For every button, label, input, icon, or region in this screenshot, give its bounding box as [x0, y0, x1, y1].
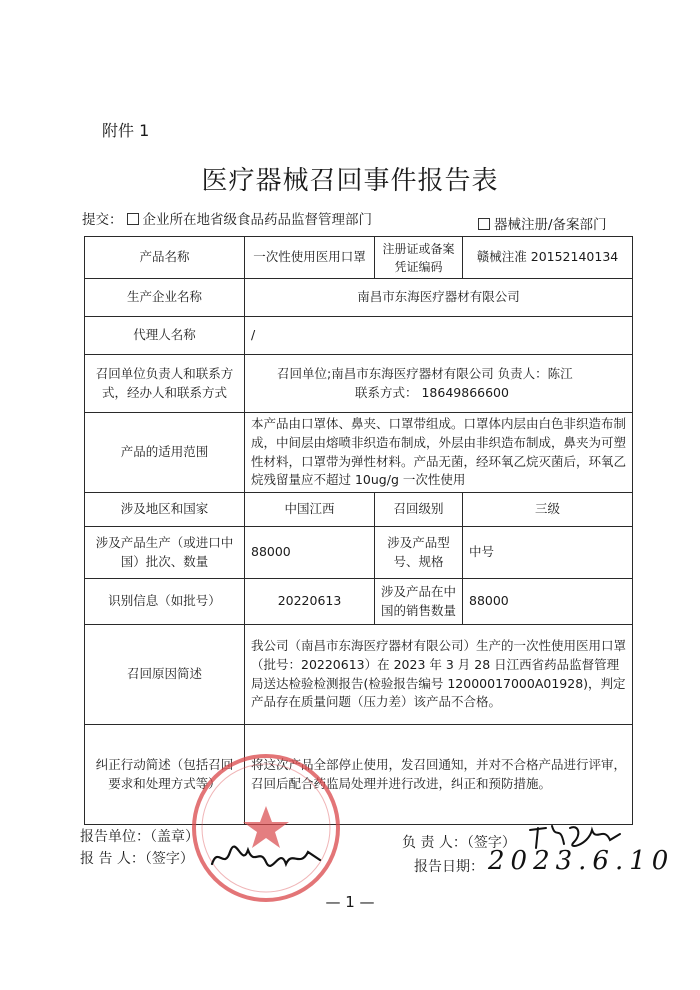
reporter-label: 报 告 人：（签字）: [80, 851, 194, 867]
submit-row-right: [478, 213, 607, 233]
id-value: 20220613: [245, 579, 375, 625]
sales-label: 涉及产品在中国的销售数量: [375, 579, 463, 625]
reg-no-value: 赣械注准 20152140134: [463, 237, 633, 279]
contact-label: 召回单位负责人和联系方式，经办人和联系方式: [85, 355, 245, 413]
submit-option-registration: 器械注册/备案部门: [494, 217, 607, 233]
batch-qty-value: 88000: [245, 527, 375, 579]
product-name-value: 一次性使用医用口罩: [245, 237, 375, 279]
page-title: 医疗器械召回事件报告表: [201, 166, 499, 196]
action-label: 纠正行动简述（包括召回要求和处理方式等）: [85, 725, 245, 825]
report-date-handwritten: 2023.6.10: [488, 846, 675, 876]
scope-value: 本产品由口罩体、鼻夹、口罩带组成。口罩体内层由白色非织造布制成，中间层由熔喷非织造布制成，外层由非织造布制成，鼻夹为可塑性材料，口罩带为弹性材料。产品无菌，经环氧乙烷灭菌后，环氧乙烷残留量应不超过 10ug/g 一次性使用: [245, 413, 633, 493]
submit-prefix: 提交：: [82, 212, 123, 228]
reason-value: 我公司（南昌市东海医疗器材有限公司）生产的一次性使用医用口罩（批号：20220613）在 2023 年 3 月 28 日江西省药品监督管理局送达检验检测报告(检验报告编号 12000017000A01928)，判定产品存在质量问题（压力差）该产品不合格。: [245, 625, 633, 725]
region-value: 中国江西: [245, 493, 375, 527]
contact-unit: 召回单位;南昌市东海医疗器材有限公司 负责人：陈江: [277, 365, 573, 381]
reason-label: 召回原因简述: [85, 625, 245, 725]
attachment-label: 附件 1: [102, 121, 150, 140]
report-unit-label: 报告单位：（盖章）: [80, 829, 199, 845]
page-number: — 1 —: [325, 893, 375, 911]
sales-value: 88000: [463, 579, 633, 625]
id-label: 识别信息（如批号）: [85, 579, 245, 625]
scope-label: 产品的适用范围: [85, 413, 245, 493]
batch-qty-label: 涉及产品生产（或进口中国）批次、数量: [85, 527, 245, 579]
agent-value: /: [245, 317, 633, 355]
level-label: 召回级别: [375, 493, 463, 527]
checkbox-provincial[interactable]: [127, 213, 139, 225]
official-seal: [186, 748, 346, 908]
contact-value: [245, 355, 633, 413]
recall-report-table: [84, 236, 633, 825]
manufacturer-value: 南昌市东海医疗器材有限公司: [245, 279, 633, 317]
submit-option-provincial: 企业所在地省级食品药品监督管理部门: [142, 212, 372, 228]
agent-label: 代理人名称: [85, 317, 245, 355]
model-value: 中号: [463, 527, 633, 579]
contact-phone: 联系方式： 18649866600: [355, 384, 509, 400]
responsible-label: 负 责 人：（签字）: [402, 835, 516, 851]
product-name-label: 产品名称: [85, 237, 245, 279]
action-value: 将这次产品全部停止使用，发召回通知，并对不合格产品进行评审，召回后配合药监局处理并进行改进，纠正和预防措施。: [245, 725, 633, 825]
region-label: 涉及地区和国家: [85, 493, 245, 527]
manufacturer-label: 生产企业名称: [85, 279, 245, 317]
model-label: 涉及产品型号、规格: [375, 527, 463, 579]
reg-no-label: 注册证或备案凭证编码: [375, 237, 463, 279]
report-date-label: 报告日期：: [414, 859, 484, 875]
reporter-signature: [208, 840, 326, 876]
submit-row: [82, 208, 372, 228]
level-value: 三级: [463, 493, 633, 527]
checkbox-registration[interactable]: [478, 218, 490, 230]
